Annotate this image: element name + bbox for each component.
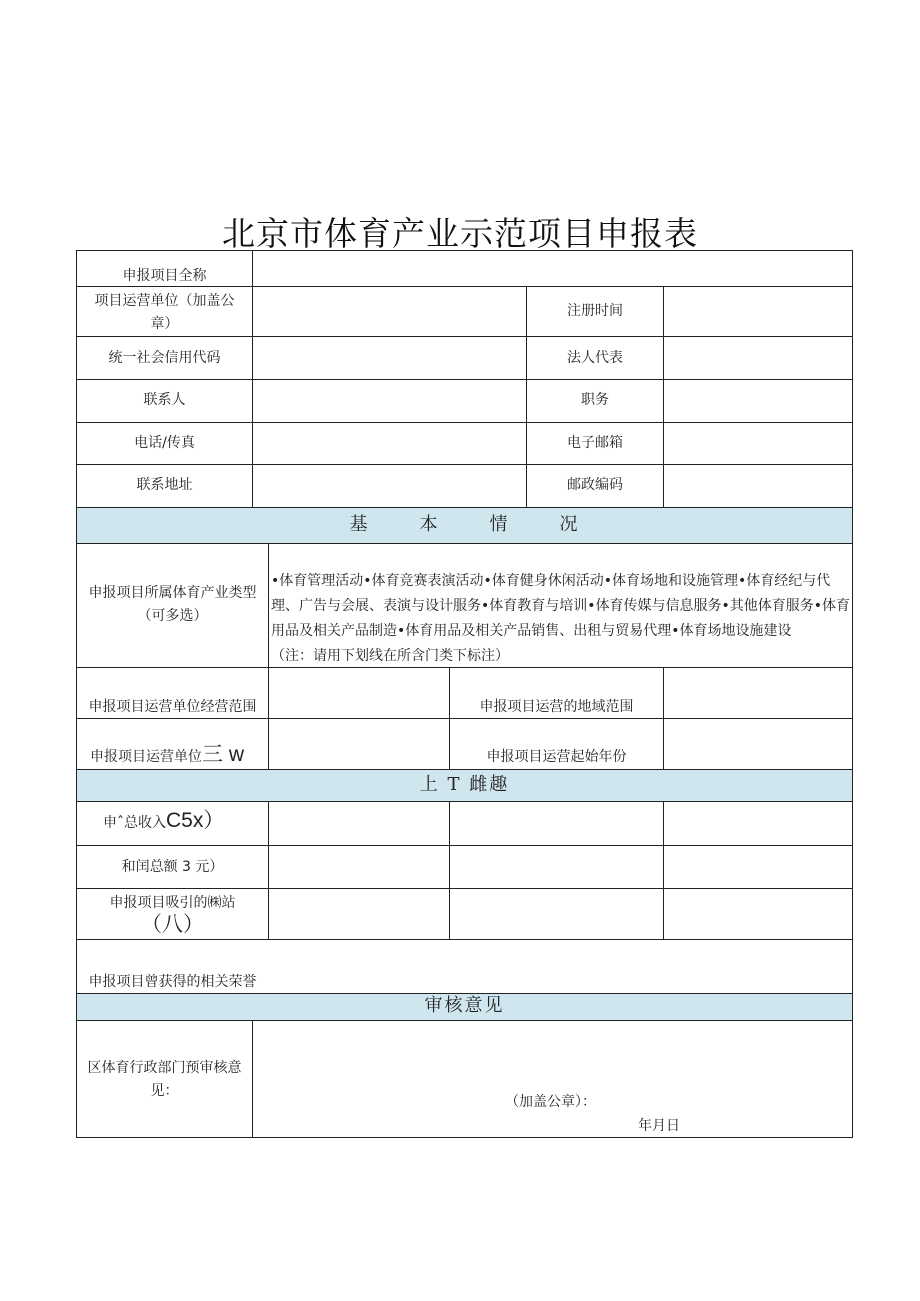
operator-label-line2: 章） bbox=[150, 316, 179, 332]
profit-label: 和闰总额 3 元） bbox=[121, 859, 224, 875]
column-divider bbox=[663, 286, 664, 507]
column-divider bbox=[663, 801, 664, 939]
industry-label-line2: （可多选） bbox=[137, 608, 208, 624]
seal-label: （加盖公章）： bbox=[505, 1094, 596, 1110]
attract-label-line2: （八） bbox=[141, 913, 204, 936]
operator-unit-suffix: 三 w bbox=[202, 743, 244, 766]
row-divider bbox=[76, 939, 853, 940]
section-char: 况 bbox=[559, 514, 580, 535]
operator-unit-label bbox=[90, 744, 244, 768]
column-divider bbox=[268, 543, 269, 769]
row-divider bbox=[76, 507, 853, 508]
section-title-operations: 上 T 雌趣 bbox=[419, 774, 510, 795]
column-divider bbox=[268, 801, 269, 939]
attract-label-line1: 申报项目吸引的㈱站 bbox=[109, 895, 236, 911]
row-divider bbox=[76, 993, 853, 994]
date-label: 年月日 bbox=[638, 1118, 680, 1134]
revenue-suffix: C5x） bbox=[166, 809, 225, 832]
credit-code-label: 统一社会信用代码 bbox=[108, 350, 221, 366]
legal-rep-label: 法人代表 bbox=[567, 350, 623, 366]
section-char: 情 bbox=[489, 514, 510, 535]
dept-review-label-line2: 见： bbox=[150, 1083, 179, 1099]
operator-label-line1: 项目运营单位（加盖公 bbox=[94, 293, 235, 309]
row-divider bbox=[76, 1020, 853, 1021]
row-divider bbox=[76, 543, 853, 544]
industry-options bbox=[271, 569, 854, 669]
region-scope-label: 申报项目运营的地域范围 bbox=[479, 699, 634, 715]
revenue-prefix: 申ˆ总收入 bbox=[103, 815, 166, 831]
row-divider bbox=[76, 801, 853, 802]
contact-label: 联系人 bbox=[143, 392, 186, 408]
industry-options-text: •体育管理活动•体育竞赛表演活动•体育健身休闲活动•体育场地和设施管理•体育经纪与代理、广告与会展、表演与设计服务•体育教育与培训•体育传媒与信息服务•其他体育服务•体育用品及相关产品制造•体育用品及相关产品销售、出租与贸易代理•体育场地设施建设 bbox=[271, 573, 851, 639]
row-divider bbox=[76, 379, 853, 380]
column-divider bbox=[663, 667, 664, 769]
revenue-label bbox=[103, 810, 224, 834]
industry-label-line1: 申报项目所属体育产业类型 bbox=[88, 585, 257, 601]
register-time-label: 注册时间 bbox=[567, 303, 623, 319]
column-divider bbox=[252, 1020, 253, 1138]
project-name-label: 申报项目全称 bbox=[122, 268, 207, 284]
section-title-basic bbox=[77, 514, 852, 536]
operator-unit-prefix: 申报项目运营单位 bbox=[90, 749, 202, 765]
row-divider bbox=[76, 422, 853, 423]
row-divider bbox=[76, 464, 853, 465]
phone-label: 电话/传真 bbox=[134, 435, 195, 451]
page-title: 北京市体育产业示范项目申报表 bbox=[222, 214, 698, 253]
email-label: 电子邮箱 bbox=[567, 435, 623, 451]
industry-note: （注：请用下划线在所含门类下标注） bbox=[271, 648, 509, 664]
address-label: 联系地址 bbox=[136, 477, 193, 493]
row-divider bbox=[76, 888, 853, 889]
position-label: 职务 bbox=[581, 392, 609, 408]
postcode-label: 邮政编码 bbox=[567, 477, 623, 493]
start-year-label: 申报项目运营起始年份 bbox=[486, 749, 627, 765]
dept-review-label-line1: 区体育行政部门预审核意 bbox=[87, 1060, 242, 1076]
section-title-review: 审核意见 bbox=[424, 995, 505, 1016]
business-scope-label: 申报项目运营单位经营范围 bbox=[88, 699, 257, 715]
section-char: 本 bbox=[419, 514, 440, 535]
column-divider bbox=[449, 801, 450, 939]
row-divider bbox=[76, 845, 853, 846]
honors-label: 申报项目曾获得的相关荣誉 bbox=[88, 974, 257, 990]
row-divider bbox=[76, 769, 853, 770]
column-divider bbox=[252, 250, 253, 507]
row-divider bbox=[76, 718, 853, 719]
row-divider bbox=[76, 336, 853, 337]
section-char: 基 bbox=[349, 514, 370, 535]
